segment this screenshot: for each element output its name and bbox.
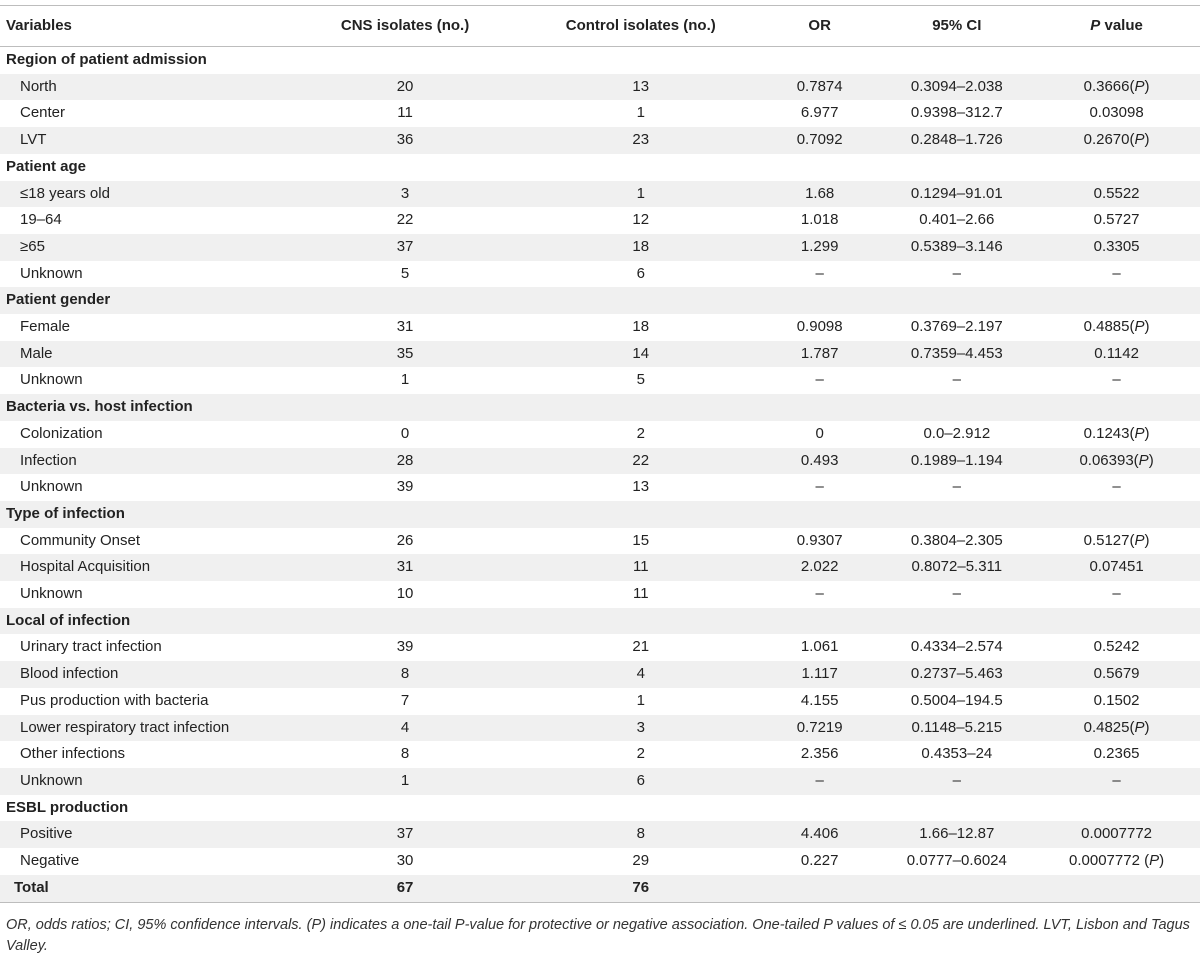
control-count: 11	[632, 558, 649, 576]
odds-ratio: 1.787	[800, 344, 839, 362]
confidence-interval: 0.3094–2.038	[910, 77, 1003, 95]
p-value-number: 0.5522	[1093, 184, 1140, 202]
odds-ratio: 0.227	[800, 852, 839, 870]
cns-count: 37	[396, 237, 414, 255]
control-count: 13	[632, 77, 650, 95]
table-row	[0, 234, 1200, 261]
p-value-number: 0.0007772	[1081, 825, 1153, 843]
control-count: 1	[636, 104, 645, 122]
table-row	[0, 741, 1200, 768]
odds-ratio: 0	[815, 424, 824, 442]
confidence-interval: 0.3769–2.197	[910, 318, 1003, 336]
table-body	[0, 47, 1200, 903]
table-row	[0, 554, 1200, 581]
confidence-interval: 0.3804–2.305	[910, 531, 1003, 549]
control-count: 2	[636, 424, 645, 442]
one-tail-p: P	[1149, 852, 1160, 870]
confidence-interval: –	[952, 478, 961, 496]
p-value-number: 0.4825	[1083, 718, 1130, 736]
confidence-interval: –	[952, 371, 961, 389]
section-row	[0, 287, 1200, 314]
odds-ratio: 0.9098	[796, 318, 843, 336]
confidence-interval: 0.7359–4.453	[910, 344, 1003, 362]
section-title: Bacteria vs. host infection	[6, 398, 193, 416]
table-row	[0, 634, 1200, 661]
odds-ratio: –	[815, 585, 824, 603]
odds-ratio: 0.493	[800, 451, 839, 469]
cns-count: 39	[396, 638, 414, 656]
odds-ratio: 2.022	[800, 558, 839, 576]
row-label: North	[20, 77, 57, 95]
cns-count: 36	[396, 131, 414, 149]
table-row	[0, 581, 1200, 608]
control-count: 12	[632, 211, 650, 229]
row-label: Blood infection	[20, 665, 119, 683]
p-value	[1033, 181, 1200, 208]
confidence-interval: 0.8072–5.311	[911, 558, 1003, 576]
odds-ratio: 2.356	[800, 745, 839, 763]
results-table	[0, 5, 1200, 903]
table-row	[0, 528, 1200, 555]
p-value	[1033, 688, 1200, 715]
row-label: Male	[20, 344, 53, 362]
row-label: Pus production with bacteria	[20, 691, 209, 709]
header-control-isolates: Control isolates (no.)	[565, 17, 716, 34]
p-value	[1033, 448, 1200, 475]
confidence-interval: 0.9398–312.7	[910, 104, 1003, 122]
p-value	[1033, 554, 1200, 581]
one-tail-p: P	[1134, 318, 1145, 336]
cns-count: 37	[396, 825, 414, 843]
row-label: Urinary tract infection	[20, 638, 162, 656]
table-row	[0, 421, 1200, 448]
p-value	[1033, 474, 1200, 501]
odds-ratio: 0.7092	[796, 131, 843, 149]
cns-count: 39	[396, 478, 414, 496]
p-value-number: 0.4885	[1083, 318, 1130, 336]
odds-ratio: 1.68	[805, 184, 835, 202]
cns-count: 5	[400, 264, 410, 282]
confidence-interval: 0.1148–5.215	[911, 718, 1003, 736]
table-row	[0, 261, 1200, 288]
row-label: Unknown	[20, 771, 83, 789]
p-value-number: 0.5127	[1083, 531, 1130, 549]
section-row	[0, 154, 1200, 181]
p-value	[1033, 634, 1200, 661]
control-count: 2	[636, 745, 645, 763]
row-label: Positive	[20, 825, 73, 843]
row-label: Center	[20, 104, 66, 122]
cns-count: 28	[396, 451, 414, 469]
cns-count: 31	[396, 558, 414, 576]
odds-ratio: 0.7219	[796, 718, 843, 736]
table-row	[0, 367, 1200, 394]
row-label: Female	[20, 318, 71, 336]
confidence-interval: 0.1294–91.01	[910, 184, 1003, 202]
p-value-number: 0.2365	[1093, 745, 1140, 763]
cns-count: 8	[400, 745, 410, 763]
table-row	[0, 688, 1200, 715]
row-label: LVT	[20, 131, 47, 149]
p-value-number: –	[1112, 371, 1121, 389]
row-label: ≤18 years old	[20, 184, 110, 202]
odds-ratio: 0.9307	[796, 531, 843, 549]
odds-ratio: –	[815, 771, 824, 789]
header-p-symbol: P	[1090, 17, 1101, 34]
header-confidence-interval: 95% CI	[932, 17, 982, 34]
control-count: 23	[632, 131, 650, 149]
row-label: Hospital Acquisition	[20, 558, 151, 576]
cns-count: 8	[400, 665, 410, 683]
confidence-interval: 0.4353–24	[921, 745, 993, 763]
odds-ratio: 4.406	[800, 825, 839, 843]
control-count: 11	[632, 585, 649, 603]
header-p-label: value	[1100, 17, 1143, 34]
one-tail-marker: (P)	[1129, 131, 1150, 149]
odds-ratio: 6.977	[800, 104, 839, 122]
cns-count: 1	[400, 771, 410, 789]
table-footnote: OR, odds ratios; CI, 95% confidence intervals. (P) indicates a one-tail P-value for protective or negative association. One-tailed P values of ≤ 0.05 are underlined. LVT, Lisbon and Tagus Valley.	[6, 917, 1190, 954]
row-label: Colonization	[20, 424, 103, 442]
p-value-number: 0.07451	[1089, 558, 1144, 576]
one-tail-marker: (P)	[1129, 718, 1150, 736]
control-count: 29	[632, 852, 650, 870]
total-control: 76	[632, 878, 650, 896]
p-value	[1033, 261, 1200, 288]
one-tail-p: P	[1134, 718, 1145, 736]
cns-count: 3	[400, 184, 410, 202]
table-row	[0, 848, 1200, 875]
control-count: 3	[636, 718, 645, 736]
section-title: ESBL production	[6, 798, 129, 816]
section-title: Patient gender	[6, 291, 111, 309]
p-value-number: –	[1112, 264, 1121, 282]
p-value-number: 0.5242	[1093, 638, 1140, 656]
confidence-interval: 0.0–2.912	[923, 424, 991, 442]
table-row	[0, 74, 1200, 101]
row-label: Unknown	[20, 371, 83, 389]
control-count: 8	[636, 825, 645, 843]
p-value-number: –	[1112, 585, 1121, 603]
p-value-number: 0.1243	[1083, 424, 1130, 442]
section-row	[0, 47, 1200, 74]
row-label: Unknown	[20, 264, 83, 282]
p-value	[1033, 234, 1200, 261]
one-tail-marker: (P)	[1129, 77, 1150, 95]
table-row	[0, 127, 1200, 154]
p-value-number: 0.1502	[1093, 691, 1140, 709]
row-label: Other infections	[20, 745, 126, 763]
row-label: Infection	[20, 451, 77, 469]
header-row	[0, 6, 1200, 47]
table-row	[0, 341, 1200, 368]
table-row	[0, 207, 1200, 234]
section-row	[0, 608, 1200, 635]
p-value-number: –	[1112, 771, 1121, 789]
cns-count: 31	[396, 318, 414, 336]
control-count: 13	[632, 478, 650, 496]
one-tail-marker: (P)	[1144, 852, 1165, 870]
row-label: Unknown	[20, 478, 83, 496]
p-value	[1033, 421, 1200, 448]
table-row	[0, 661, 1200, 688]
control-count: 14	[632, 344, 650, 362]
odds-ratio: 1.061	[800, 638, 839, 656]
row-label: Negative	[20, 852, 80, 870]
one-tail-marker: (P)	[1129, 424, 1150, 442]
total-label: Total	[14, 878, 49, 896]
odds-ratio: –	[815, 371, 824, 389]
cns-count: 11	[397, 104, 413, 122]
one-tail-p: P	[1134, 531, 1145, 549]
p-value-number: 0.3305	[1093, 237, 1140, 255]
control-count: 22	[632, 451, 650, 469]
total-empty	[1033, 875, 1200, 902]
total-cns: 67	[396, 878, 414, 896]
row-label: Community Onset	[20, 531, 141, 549]
confidence-interval: –	[952, 585, 961, 603]
odds-ratio: 0.7874	[796, 77, 843, 95]
p-value-number: 0.0007772	[1069, 852, 1140, 870]
header-cns-isolates: CNS isolates (no.)	[340, 17, 470, 34]
p-value-number: 0.5679	[1093, 665, 1140, 683]
odds-ratio: –	[815, 264, 824, 282]
one-tail-p: P	[1134, 131, 1145, 149]
p-value-number: 0.2670	[1083, 131, 1130, 149]
section-row	[0, 795, 1200, 822]
confidence-interval: 0.0777–0.6024	[906, 852, 1007, 870]
p-value	[1033, 715, 1200, 742]
odds-ratio: 4.155	[800, 691, 839, 709]
odds-ratio: –	[815, 478, 824, 496]
control-count: 18	[632, 237, 650, 255]
control-count: 4	[636, 665, 645, 683]
section-title: Local of infection	[6, 611, 131, 629]
p-value	[1033, 341, 1200, 368]
one-tail-p: P	[1134, 77, 1145, 95]
p-value	[1033, 528, 1200, 555]
confidence-interval: –	[952, 264, 961, 282]
one-tail-marker: (P)	[1129, 318, 1150, 336]
control-count: 15	[632, 531, 650, 549]
table-row	[0, 100, 1200, 127]
cns-count: 26	[396, 531, 414, 549]
row-label: 19–64	[20, 211, 62, 229]
p-value	[1033, 661, 1200, 688]
cns-count: 10	[396, 585, 414, 603]
p-value	[1033, 768, 1200, 795]
row-label: Lower respiratory tract infection	[20, 718, 230, 736]
odds-ratio: 1.117	[801, 665, 838, 683]
p-value-number: 0.06393	[1079, 451, 1134, 469]
p-value	[1033, 821, 1200, 848]
section-title: Patient age	[6, 157, 87, 175]
cns-count: 22	[396, 211, 414, 229]
control-count: 1	[636, 691, 645, 709]
confidence-interval: 0.401–2.66	[919, 211, 995, 229]
cns-count: 20	[396, 77, 414, 95]
p-value-number: 0.1142	[1094, 344, 1139, 362]
p-value	[1033, 207, 1200, 234]
section-row	[0, 394, 1200, 421]
header-variables: Variables	[6, 17, 72, 34]
p-value	[1033, 741, 1200, 768]
total-empty	[759, 875, 881, 902]
table-row	[0, 314, 1200, 341]
p-value-number: 0.3666	[1083, 77, 1130, 95]
p-value	[1033, 848, 1200, 875]
cns-count: 4	[400, 718, 410, 736]
control-count: 21	[632, 638, 650, 656]
p-value	[1033, 100, 1200, 127]
section-row	[0, 501, 1200, 528]
control-count: 18	[632, 318, 650, 336]
cns-count: 30	[396, 852, 414, 870]
confidence-interval: 0.5389–3.146	[910, 237, 1003, 255]
p-value-number: 0.03098	[1089, 104, 1144, 122]
p-value	[1033, 127, 1200, 154]
confidence-interval: 0.4334–2.574	[910, 638, 1003, 656]
p-value	[1033, 581, 1200, 608]
table-row	[0, 821, 1200, 848]
control-count: 6	[636, 264, 645, 282]
total-row	[0, 875, 1200, 902]
cns-count: 35	[396, 344, 414, 362]
table-row	[0, 448, 1200, 475]
control-count: 5	[636, 371, 645, 389]
odds-ratio: 1.299	[800, 237, 839, 255]
cns-count: 1	[400, 371, 410, 389]
odds-ratio: 1.018	[800, 211, 839, 229]
confidence-interval: 0.5004–194.5	[910, 691, 1003, 709]
total-empty	[880, 875, 1033, 902]
confidence-interval: 1.66–12.87	[919, 825, 995, 843]
cns-count: 7	[400, 691, 410, 709]
confidence-interval: –	[952, 771, 961, 789]
one-tail-marker: (P)	[1133, 451, 1154, 469]
section-title: Type of infection	[6, 504, 125, 522]
table-row	[0, 474, 1200, 501]
row-label: Unknown	[20, 585, 83, 603]
control-count: 6	[636, 771, 645, 789]
header-odds-ratio: OR	[808, 17, 831, 34]
header-p-value	[1033, 6, 1200, 47]
confidence-interval: 0.1989–1.194	[910, 451, 1003, 469]
p-value	[1033, 367, 1200, 394]
control-count: 1	[636, 184, 645, 202]
confidence-interval: 0.2737–5.463	[910, 665, 1003, 683]
table-row	[0, 768, 1200, 795]
p-value-number: 0.5727	[1093, 211, 1140, 229]
one-tail-p: P	[1134, 424, 1145, 442]
row-label: ≥65	[20, 237, 45, 255]
cns-count: 0	[400, 424, 410, 442]
p-value	[1033, 74, 1200, 101]
confidence-interval: 0.2848–1.726	[910, 131, 1003, 149]
table-row	[0, 715, 1200, 742]
p-value-number: –	[1112, 478, 1121, 496]
table-row	[0, 181, 1200, 208]
section-title: Region of patient admission	[6, 51, 207, 68]
one-tail-marker: (P)	[1129, 531, 1150, 549]
one-tail-p: P	[1138, 451, 1149, 469]
p-value	[1033, 314, 1200, 341]
